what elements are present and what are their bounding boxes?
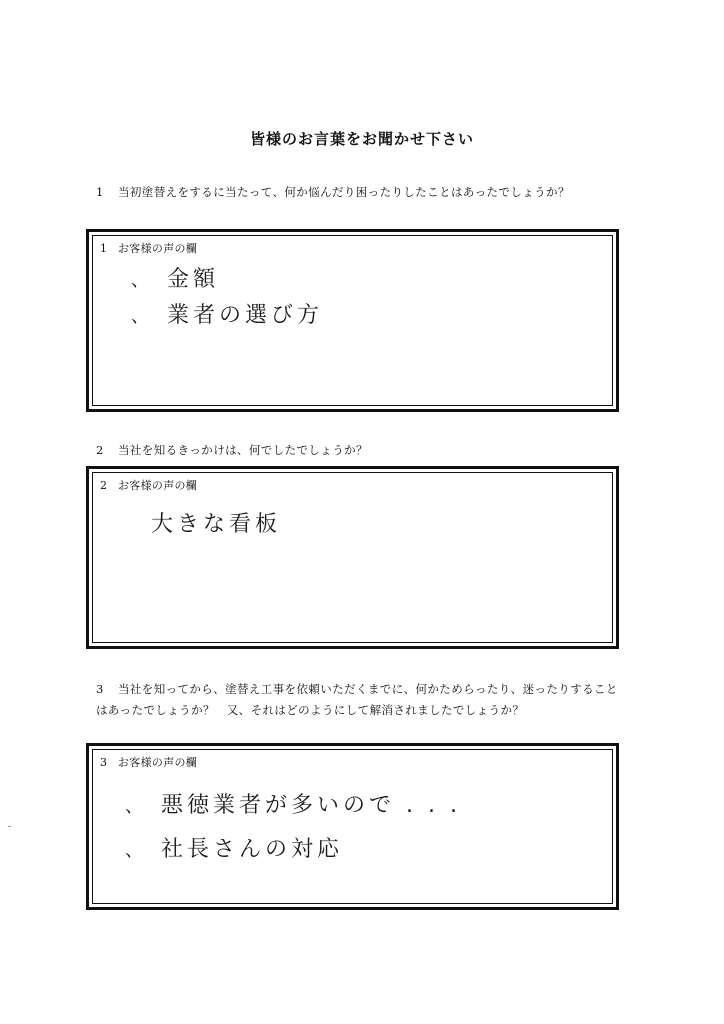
handwritten-answer-text: 金額 <box>167 267 220 292</box>
handwritten-answer-text: 社長さんの対応 <box>161 837 344 862</box>
answer-box-number: 3 <box>100 756 108 769</box>
question-3 <box>96 679 621 721</box>
bullet-mark: 、 <box>131 270 153 291</box>
question-1 <box>96 182 621 203</box>
handwritten-answer <box>131 298 323 329</box>
question-text: 当社を知るきっかけは、何でしたでしょうか？ <box>118 443 368 457</box>
answer-box-3 <box>86 743 619 910</box>
answer-box-number: 2 <box>100 479 108 492</box>
handwritten-answer-text: 悪徳業者が多いので . . . <box>161 793 461 818</box>
handwritten-answer-text: 業者の選び方 <box>167 303 324 328</box>
answer-box-label-text: お客様の声の欄 <box>118 242 198 255</box>
question-number: 3 <box>96 682 104 696</box>
scan-speck <box>8 826 11 827</box>
question-text: 当社を知ってから、塗替え工事を依頼いただくまでに、何かためらったり、迷ったりすることはあったでしょうか？ 又、それはどのようにして解消されましたでしょうか？ <box>96 682 618 717</box>
handwritten-answer <box>125 832 343 863</box>
handwritten-answer <box>131 262 219 293</box>
bullet-mark: 、 <box>125 796 147 817</box>
bullet-mark: 、 <box>125 840 147 861</box>
handwritten-answer <box>125 788 461 819</box>
answer-box-number: 1 <box>100 242 108 255</box>
answer-box-1 <box>86 229 619 412</box>
question-2 <box>96 440 621 461</box>
page-title: 皆様のお言葉をお聞かせ下さい <box>249 130 474 148</box>
bullet-mark: 、 <box>131 306 153 327</box>
question-text: 当初塗替えをするに当たって、何か悩んだり困ったりしたことはあったでしょうか？ <box>118 185 570 199</box>
answer-box-label <box>100 477 197 493</box>
answer-box-label <box>100 240 197 256</box>
handwritten-answer <box>151 507 281 538</box>
question-number: 2 <box>96 443 104 457</box>
answer-box-label <box>100 754 197 770</box>
answer-box-label-text: お客様の声の欄 <box>118 479 198 492</box>
answer-box-2 <box>86 466 619 649</box>
answer-box-label-text: お客様の声の欄 <box>118 756 198 769</box>
question-number: 1 <box>96 185 104 199</box>
handwritten-answer-text: 大きな看板 <box>151 512 282 537</box>
